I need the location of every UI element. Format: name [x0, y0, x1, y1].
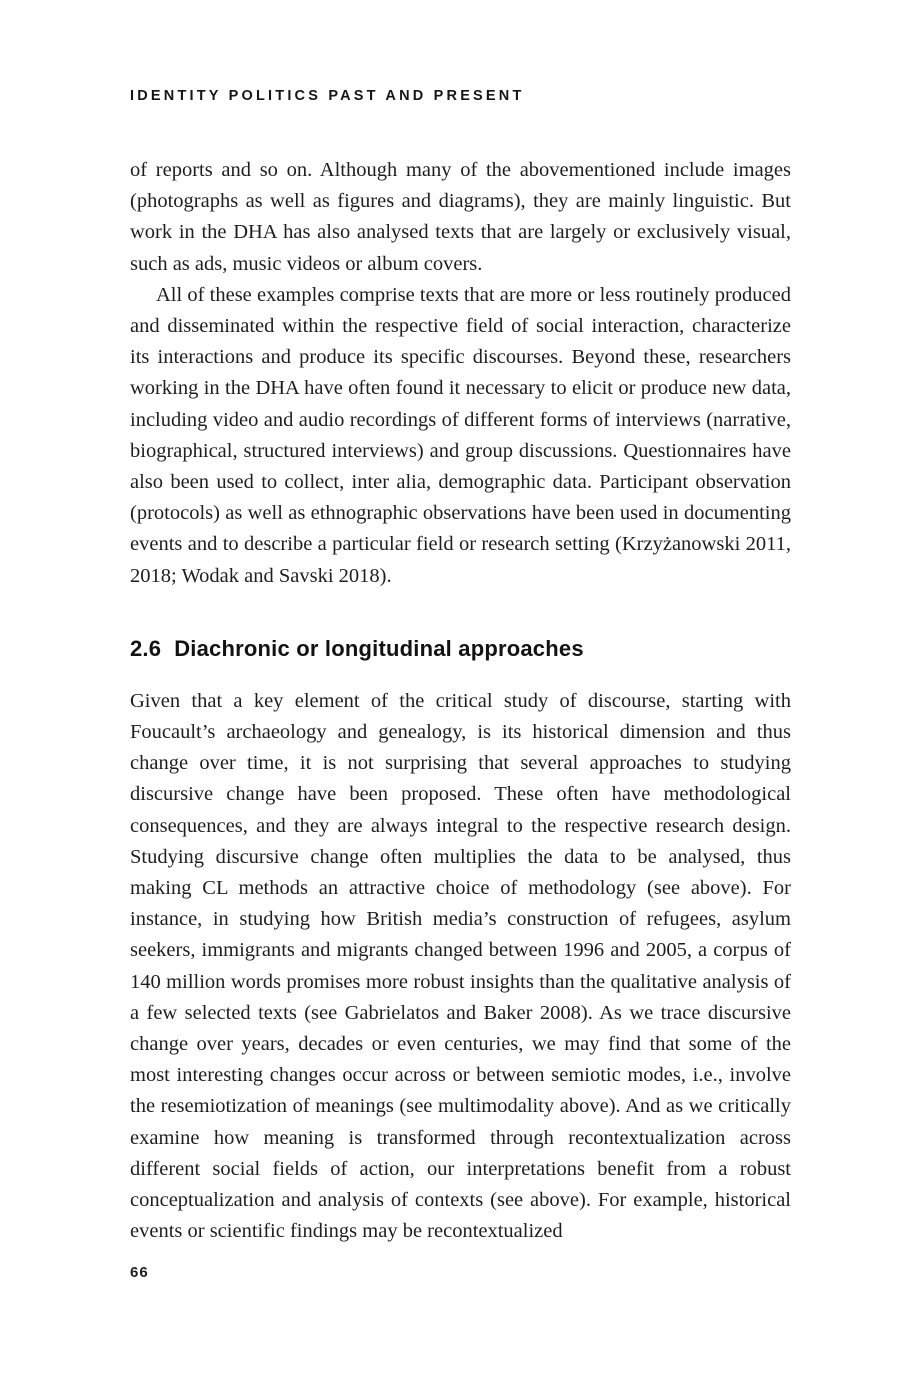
paragraph: Given that a key element of the critical study of discourse, starting with Foucault’s archaeology and genealogy, is its historical dimension and thus change over time, it is not surprising that several approaches to studying discursive change have been proposed. These often have methodological consequences, and they are always integral to the respective research design. Studying discursive change often multiplies the data to be analysed, thus making CL methods an attractive choice of methodology (see above). For instance, in studying how British media’s construction of refugees, asylum seekers, immigrants and migrants changed between 1996 and 2005, a corpus of 140 million words promises more robust insights than the qualitative analysis of a few selected texts (see Gabrielatos and Baker 2008). As we trace discursive change over years, decades or even centuries, we may find that some of the most interesting changes occur across or between semiotic modes, i.e., involve the resemiotization of meanings (see multimodality above). And as we critically examine how meaning is transformed through recontextualization across different social fields of action, our interpretations benefit from a robust conceptualization and analysis of contexts (see above). For example, historical events or scientific findings may be recontextualized [130, 689, 791, 1243]
section-number: 2.6 [130, 635, 162, 661]
section-title: Diachronic or longitudinal approaches [174, 635, 584, 661]
paragraph: All of these examples comprise texts that are more or less routinely produced and disseminated within the respective field of social interaction, characterize its interactions and produce its specific discourses. Beyond these, researchers working in the DHA have often found it necessary to elicit or produce new data, including video and audio recordings of different forms of interviews (narrative, biographical, structured interviews) and group discussions. Questionnaires have also been used to collect, inter alia, demographic data. Participant observation (protocols) as well as ethnographic observations have been used in documenting events and to describe a particular field or research setting (Krzyżanowski 2011, 2018; Wodak and Savski 2018). [130, 283, 791, 587]
page-number: 66 [130, 1264, 149, 1281]
section-heading [130, 635, 791, 663]
running-head: IDENTITY POLITICS PAST AND PRESENT [130, 88, 525, 104]
text-column [130, 88, 791, 1248]
paragraph: of reports and so on. Although many of the abovementioned include images (photographs as well as figures and diagrams), they are mainly linguistic. But work in the DHA has also analysed texts that are largely or exclusively visual, such as ads, music videos or album covers. [130, 159, 791, 275]
